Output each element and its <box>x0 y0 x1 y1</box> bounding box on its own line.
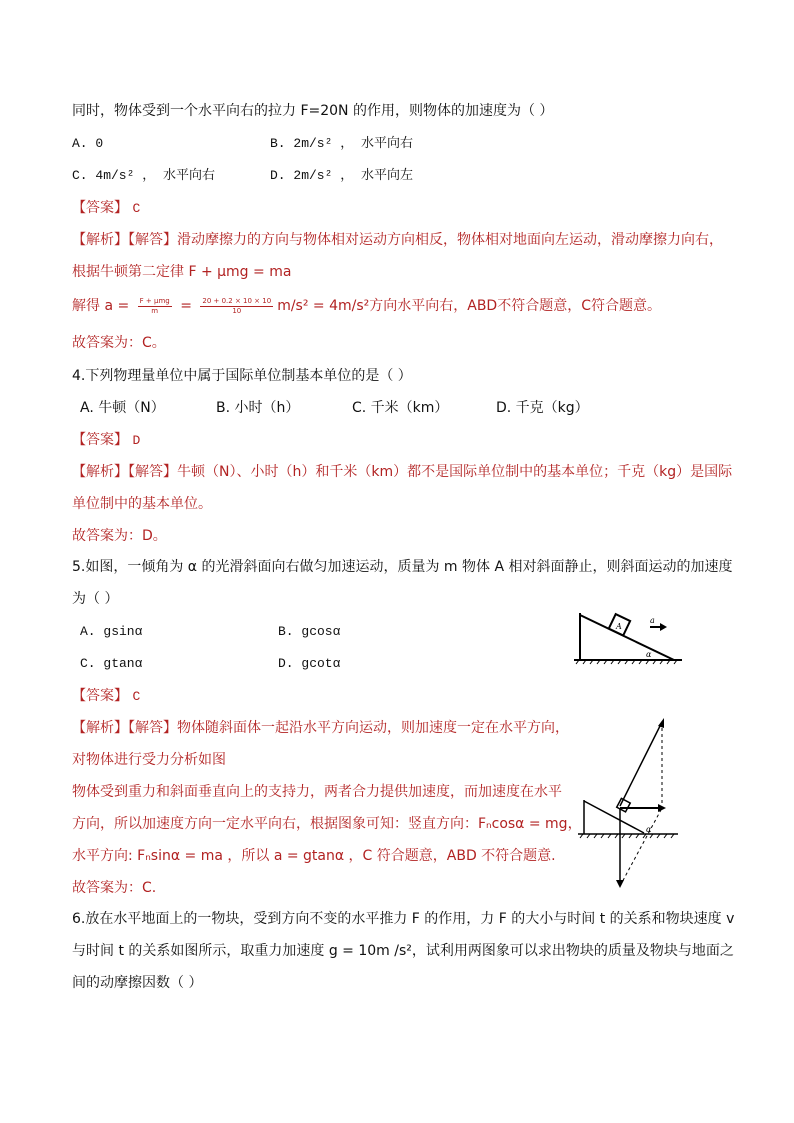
q4-answer-row: 【答案】 D <box>72 432 141 448</box>
q5-analysis-line-2: 对物体进行受力分析如图 <box>72 752 226 768</box>
q4-conclusion: 故答案为：D。 <box>72 528 167 544</box>
q4-option-c: C. 千米（km） <box>352 400 449 416</box>
q3-conclusion: 故答案为：C。 <box>72 335 166 351</box>
q3-solve-line: 解得 a = $\frac{\text{F + μmg}}{m}$ = $\frac{20 + 0.2 \times 10 \times 10}{10}$ m/s² = 4m/s²方向水平向右，ABD不符合题意，C符合题意。 <box>72 296 661 315</box>
q5-analysis-line-4: 方向，所以加速度方向一定水平向右，根据图象可知：竖直方向：Fₙcosα = mg， <box>72 816 582 832</box>
force-diagram <box>574 712 680 892</box>
q4-analysis-line-1: 【解析】【解答】牛顿（N）、小时（h）和千米（km）都不是国际单位制中的基本单位；千克（kg）是国际 <box>72 464 733 480</box>
force-angle-label: α <box>646 825 652 834</box>
q4-option-d: D. 千克（kg） <box>496 400 589 416</box>
block-label: A <box>616 622 622 631</box>
analysis-tag: 【解析】【解答】 <box>72 232 177 248</box>
q5-option-d: D. gcotα <box>278 656 341 671</box>
q3-analysis-line-2: 根据牛顿第二定律 F + μmg = ma <box>72 264 292 280</box>
q3-answer-row <box>72 198 140 219</box>
q6-stem-line-1: 6.放在水平地面上的一物块，受到方向不变的水平推力 F 的作用，力 F 的大小与时间 t 的关系和物块速度 v <box>72 911 735 927</box>
q4-analysis-line-2: 单位制中的基本单位。 <box>72 496 212 512</box>
q3-option-d: D. 2m/s² ， 水平向左 <box>270 168 414 183</box>
q3-analysis-line-1: 【解析】【解答】滑动摩擦力的方向与物体相对运动方向相反，物体相对地面向左运动，滑动摩擦力向右， <box>72 232 723 248</box>
q3-option-a: A. 0 <box>72 136 104 151</box>
q3-option-c: C. 4m/s² ， 水平向右 <box>72 168 216 183</box>
q5-option-a: A. gsinα <box>80 624 143 639</box>
incline-figure <box>570 605 686 667</box>
q5-analysis-line-3: 物体受到重力和斜面垂直向上的支持力，两者合力提供加速度，而加速度在水平 <box>72 784 562 800</box>
q4-stem: 4.下列物理量单位中属于国际单位制基本单位的是（ ） <box>72 368 412 384</box>
q5-option-b: B. gcosα <box>278 624 341 639</box>
q5-answer-row: 【答案】 C <box>72 688 141 704</box>
q6-stem-line-2: 与时间 t 的关系如图所示，取重力加速度 g = 10m /s²，试利用两图象可以求出物块的质量及物块与地面之 <box>72 943 734 959</box>
q3-stem: 同时，物体受到一个水平向右的拉力 F=20N 的作用，则物体的加速度为（ ） <box>72 103 554 119</box>
fraction-1: $\frac{\text{F + μmg}}{m}$ <box>139 296 170 315</box>
q4-option-b: B. 小时（h） <box>216 400 300 416</box>
q5-stem-line-1: 5.如图，一倾角为 α 的光滑斜面向右做匀加速运动，质量为 m 物体 A 相对斜面静止，则斜面运动的加速度 <box>72 559 733 575</box>
answer-value: C <box>132 201 141 216</box>
q5-conclusion: 故答案为：C. <box>72 880 157 896</box>
q6-stem-line-3: 间的动摩擦因数（ ） <box>72 975 203 991</box>
fraction-2: $\frac{20 + 0.2 \times 10 \times 10}{10}$ <box>202 296 272 315</box>
q5-option-c: C. gtanα <box>80 656 143 671</box>
answer-tag: 【答案】 <box>72 200 128 216</box>
q3-option-b: B. 2m/s² ， 水平向右 <box>270 136 414 151</box>
q5-stem-line-2: 为（ ） <box>72 591 119 607</box>
angle-label: α <box>646 650 652 659</box>
q5-analysis-line-5: 水平方向: Fₙsinα = ma ，所以 a = gtanα ，C 符合题意，ABD 不符合题意. <box>72 848 556 864</box>
accel-label: a <box>650 616 655 625</box>
q4-option-a: A. 牛顿（N） <box>80 400 165 416</box>
q5-analysis-line-1: 【解析】【解答】物体随斜面体一起沿水平方向运动，则加速度一定在水平方向， <box>72 720 569 736</box>
